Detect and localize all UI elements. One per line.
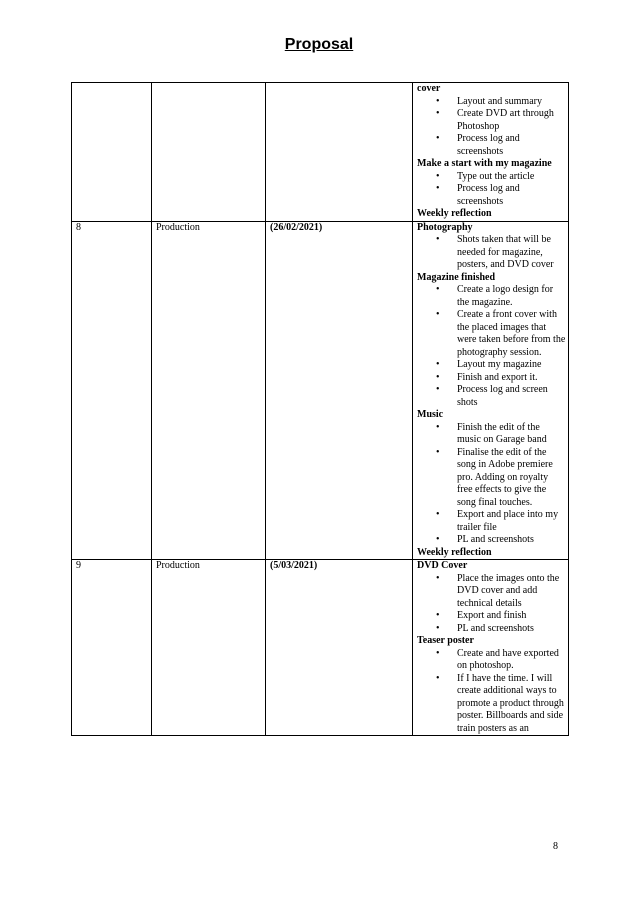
section-heading: Weekly reflection — [417, 546, 492, 558]
schedule-table — [71, 82, 569, 736]
table-row — [72, 221, 569, 560]
section-heading: DVD Cover — [417, 560, 468, 571]
section-heading: cover — [417, 83, 441, 94]
list-item: • PL and screenshots — [417, 623, 568, 636]
task-list — [417, 284, 568, 409]
task-list — [417, 234, 568, 272]
task-list — [417, 573, 568, 636]
stage-cell: Production — [152, 221, 266, 560]
date-cell: (5/03/2021) — [266, 560, 413, 736]
list-item: • Export and place into my trailer file — [417, 509, 568, 534]
list-item: • Shots taken that will be needed for magazine, posters, and DVD cover — [417, 234, 568, 272]
list-item: • Create a logo design for the magazine. — [417, 284, 568, 309]
list-item: • Create DVD art through Photoshop — [417, 108, 568, 133]
week-cell — [72, 83, 152, 222]
list-item: • Finalise the edit of the song in Adobe premiere pro. Adding on royalty free effects to give the song final touches. — [417, 447, 568, 510]
page-title: Proposal — [284, 36, 354, 53]
date-cell — [266, 83, 413, 222]
list-item: • Create a front cover with the placed images that were taken before from the photography session. — [417, 309, 568, 359]
list-item: • Create and have exported on photoshop. — [417, 648, 568, 673]
stage-cell: Production — [152, 560, 266, 736]
tasks-cell — [413, 83, 569, 222]
list-item: • Type out the article — [417, 171, 568, 184]
list-item: • Finish and export it. — [417, 372, 568, 385]
tasks-cell — [413, 560, 569, 736]
list-item: • If I have the time. I will create additional ways to promote a product through poster. Billboards and side train posters as an — [417, 673, 568, 736]
section-heading: Weekly reflection — [417, 208, 492, 219]
list-item: • Finish the edit of the music on Garage band — [417, 422, 568, 447]
tasks-cell — [413, 221, 569, 560]
list-item: • Layout my magazine — [417, 359, 568, 372]
list-item: • PL and screenshots — [417, 534, 568, 547]
list-item: • Place the images onto the DVD cover and add technical details — [417, 573, 568, 611]
table-row — [72, 83, 569, 222]
section-heading: Photography — [417, 221, 473, 233]
list-item: • Process log and screenshots — [417, 183, 568, 208]
section-heading: Make a start with my magazine — [417, 158, 552, 169]
week-cell: 9 — [72, 560, 152, 736]
schedule-table-body — [72, 83, 569, 736]
task-list — [417, 648, 568, 736]
table-row — [72, 560, 569, 736]
week-cell: 8 — [72, 221, 152, 560]
section-heading: Music — [417, 409, 444, 420]
task-list — [417, 171, 568, 209]
task-list — [417, 96, 568, 159]
page-number: 8 — [553, 841, 558, 852]
list-item: • Process log and screenshots — [417, 133, 568, 158]
stage-cell — [152, 83, 266, 222]
section-heading: Magazine finished — [417, 271, 496, 283]
list-item: • Layout and summary — [417, 96, 568, 109]
date-cell: (26/02/2021) — [266, 221, 413, 560]
list-item: • Process log and screen shots — [417, 384, 568, 409]
list-item: • Export and finish — [417, 610, 568, 623]
task-list — [417, 422, 568, 547]
section-heading: Teaser poster — [417, 635, 474, 646]
